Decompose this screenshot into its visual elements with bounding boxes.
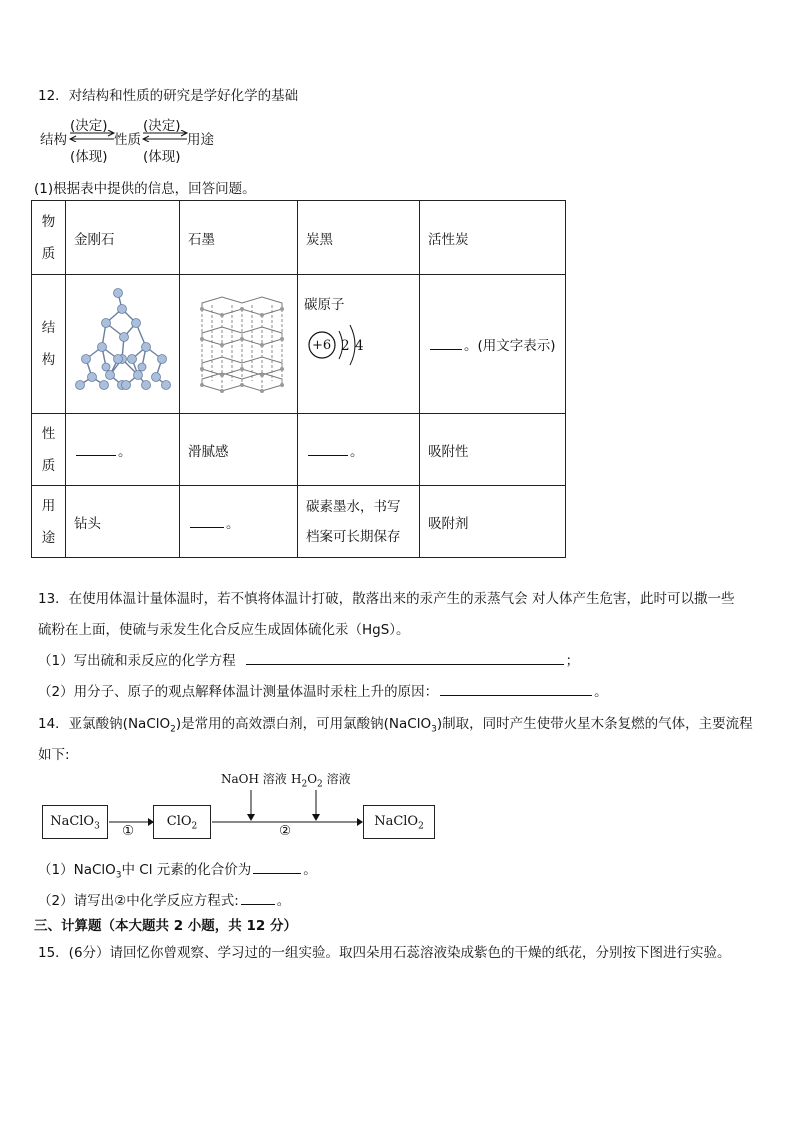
q13-line1: 13．在使用体温计量体温时，若不慎将体温计打破，散落出来的汞产生的汞蒸气会 对人体产生危害，此时可以撒一些 (38, 591, 735, 607)
scheme-reflect-2: (体现) (143, 149, 181, 165)
q14-line1: 14．亚氯酸钠(NaClO$_2$)是常用的高效漂白剂，可用氯酸钠(NaClO$_3$)制取，同时产生使带火星木条复燃的气体，主要流程 (38, 716, 753, 735)
row-header-substance: 物质 (41, 213, 56, 262)
col-header-active-carbon: 活性炭 (420, 201, 566, 275)
answer-blank[interactable] (440, 682, 592, 696)
step-2-label: ② (279, 823, 292, 839)
reagent-naoh: NaOH 溶液 (221, 772, 287, 786)
col-header-carbon-black: 炭黑 (298, 201, 420, 275)
table-row (32, 275, 566, 414)
diamond-structure-image (66, 275, 179, 409)
scheme-structure: 结构 (40, 132, 67, 148)
scheme-use: 用途 (187, 132, 214, 148)
section-3-title: 三、计算题（本大题共 2 小题，共 12 分） (34, 918, 297, 934)
scheme-reflect-1: (体现) (70, 149, 108, 165)
shell-2-electrons: 4 (355, 338, 364, 354)
row-header-structure: 结构 (41, 320, 56, 368)
graphite-use-end: 。 (226, 515, 240, 532)
row-header-use: 用途 (41, 497, 56, 546)
table-row (32, 486, 566, 558)
diamond-use: 钻头 (66, 486, 180, 558)
answer-blank[interactable] (246, 651, 564, 665)
table-row (32, 201, 566, 275)
step-1-label: ① (122, 823, 135, 839)
q14-flowchart (40, 768, 440, 842)
box-clo2: ClO$_2$ (153, 805, 211, 839)
answer-blank[interactable] (76, 442, 116, 456)
scheme-decide-1: (决定) (70, 118, 108, 134)
q12-sub1: (1)根据表中提供的信息，回答问题。 (34, 181, 256, 197)
shell-1-electrons: 2 (341, 338, 350, 354)
scheme-property: 性质 (114, 132, 141, 148)
q12-title: 12．对结构和性质的研究是学好化学的基础 (38, 88, 299, 104)
q14-sub2: （2）请写出②中化学反应方程式: 。 (38, 893, 291, 909)
scheme-double-arrow-2 (141, 130, 189, 142)
q13-sub2: （2）用分子、原子的观点解释体温计测量体温时汞柱上升的原因： 。 (38, 684, 608, 700)
answer-blank[interactable] (253, 860, 301, 874)
answer-blank[interactable] (190, 514, 224, 528)
box-naclo3: NaClO$_3$ (42, 805, 108, 839)
carbon-forms-table (31, 200, 566, 558)
carbon-black-property-end: 。 (350, 443, 364, 460)
q13-sub1: （1）写出硫和汞反应的化学方程 ； (38, 653, 580, 669)
col-header-diamond: 金刚石 (66, 201, 180, 275)
q13-line2: 硫粉在上面，使硫与汞发生化合反应生成固体硫化汞（HgS）。 (38, 622, 410, 638)
active-carbon-property: 吸附性 (420, 414, 566, 486)
flow-arrows (40, 768, 440, 842)
active-carbon-use: 吸附剂 (420, 486, 566, 558)
reagent-h2o2: $H_2O_2$ 溶液 (291, 772, 351, 790)
active-carbon-structure-hint: 。(用文字表示) (464, 338, 556, 354)
answer-blank[interactable] (430, 336, 462, 350)
diamond-property-end: 。 (118, 443, 132, 460)
box-naclo2: NaClO$_2$ (363, 805, 435, 839)
nucleus-charge: +6 (312, 338, 332, 353)
q14-sub1: （1）NaClO$_3$中 Cl 元素的化合价为 。 (38, 862, 317, 881)
scheme-decide-2: (决定) (143, 118, 181, 134)
carbon-atom-label: 碳原子 (304, 297, 345, 313)
graphite-structure-image (180, 275, 297, 409)
answer-blank[interactable] (241, 891, 275, 905)
col-header-graphite: 石墨 (180, 201, 298, 275)
q12-scheme (40, 114, 230, 164)
scheme-double-arrow-1 (68, 130, 116, 142)
answer-blank[interactable] (308, 442, 348, 456)
q15-line1: 15．(6分）请回忆你曾观察、学习过的一组实验。取四朵用石蕊溶液染成紫色的干燥的纸花，分别按下图进行实验。 (38, 945, 731, 961)
table-row (32, 414, 566, 486)
carbon-black-use: 碳素墨水，书写档案可长期保存 (298, 486, 420, 558)
row-header-property: 性质 (41, 425, 56, 474)
q14-line2: 如下: (38, 747, 70, 763)
graphite-property: 滑腻感 (180, 414, 298, 486)
